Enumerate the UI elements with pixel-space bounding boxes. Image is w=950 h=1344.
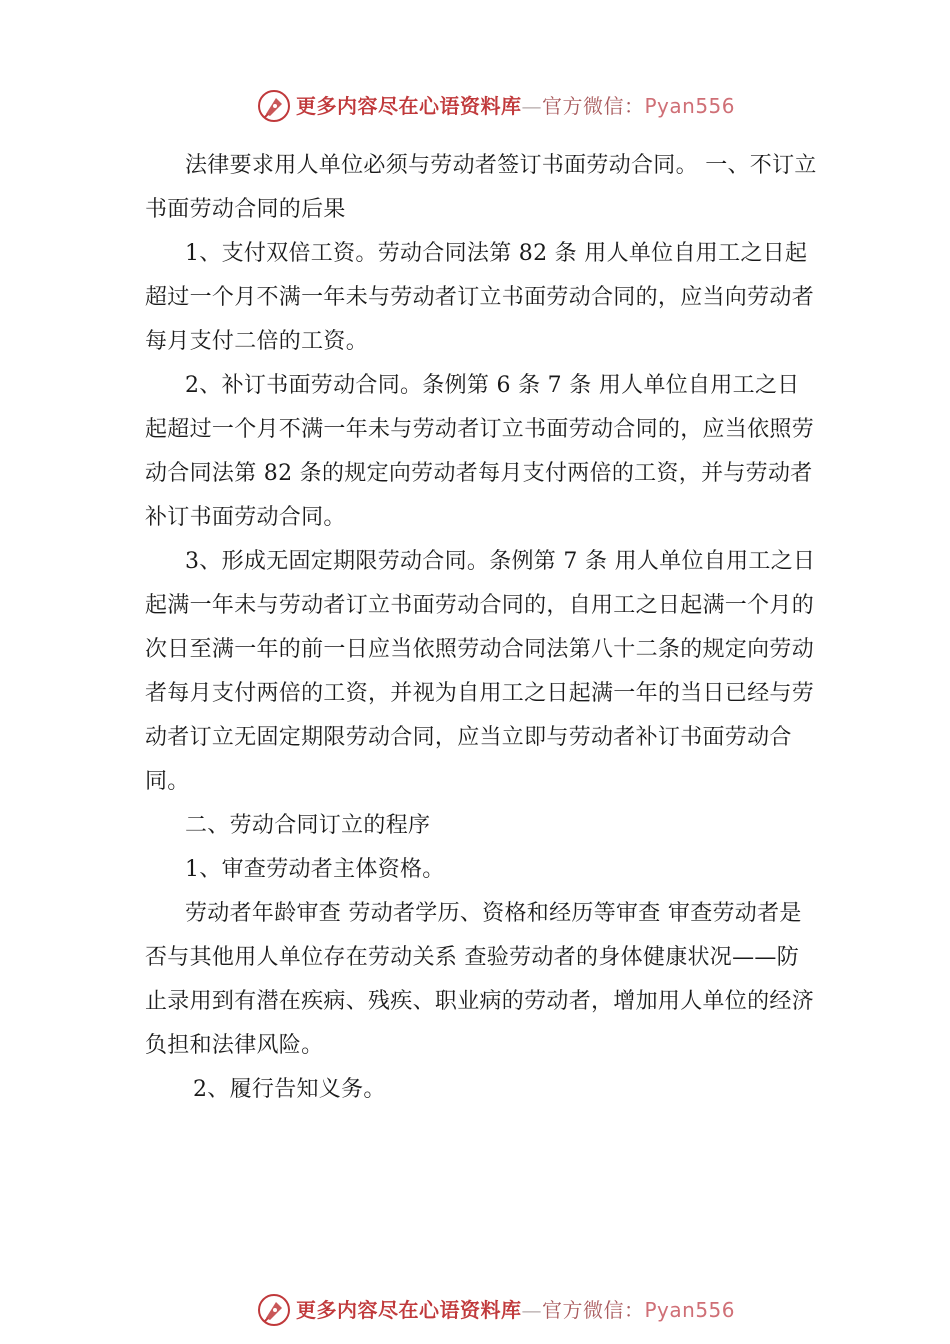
- footer-wechat-label: 官方微信：: [542, 1298, 645, 1322]
- footer-dash: —: [521, 1298, 542, 1322]
- header-dash: —: [521, 94, 542, 118]
- paragraph-notification-duty: 2、履行告知义务。: [193, 1077, 386, 1102]
- footer-banner: [0, 1290, 950, 1330]
- header-wechat-label: 官方微信：: [542, 94, 645, 118]
- footer-banner-text: [296, 1296, 735, 1324]
- section-heading-procedure: 二、劳动合同订立的程序: [185, 813, 431, 838]
- pen-nib-logo-icon: [256, 88, 292, 124]
- header-wechat-id: Pyan556: [644, 94, 736, 118]
- pen-nib-logo-icon: [256, 1292, 292, 1328]
- paragraph-open-ended-contract: 3、形成无固定期限劳动合同。条例第 7 条 用人单位自用工之日起满一年未与劳动者订立书面劳动合同的，自用工之日起满一个月的次日至满一年的前一日应当依照劳动合同法第八十二条的规定向劳动者每月支付两倍的工资，并视为自用工之日起满一年的当日已经与劳动者订立无固定期限劳动合同，应当立即与劳动者补订书面劳动合同。: [145, 549, 816, 794]
- paragraph-supplement-contract: 2、补订书面劳动合同。条例第 6 条 7 条 用人单位自用工之日起超过一个月不满一年未与劳动者订立书面劳动合同的，应当依照劳动合同法第 82 条的规定向劳动者每月支付两倍的工资，并与劳动者补订书面劳动合同。: [145, 373, 815, 530]
- paragraph-double-wages: 1、支付双倍工资。劳动合同法第 82 条 用人单位自用工之日起超过一个月不满一年未与劳动者订立书面劳动合同的，应当向劳动者每月支付二倍的工资。: [145, 241, 815, 354]
- paragraph-review-details: 劳动者年龄审查 劳动者学历、资格和经历等审查 审查劳动者是否与其他用人单位存在劳动关系 查验劳动者的身体健康状况——防止录用到有潜在疾病、残疾、职业病的劳动者，增加用人单位的经济负担和法律风险。: [145, 901, 815, 1058]
- footer-wechat-id: Pyan556: [644, 1298, 736, 1322]
- header-title: 更多内容尽在心语资料库: [296, 94, 522, 118]
- paragraph-intro: 法律要求用人单位必须与劳动者签订书面劳动合同。 一、不订立书面劳动合同的后果: [145, 153, 817, 222]
- header-banner: [0, 86, 950, 126]
- paragraph-review-qualification: 1、审查劳动者主体资格。: [185, 857, 445, 882]
- document-body: [145, 144, 821, 1112]
- header-banner-text: [296, 92, 735, 120]
- footer-title: 更多内容尽在心语资料库: [296, 1298, 522, 1322]
